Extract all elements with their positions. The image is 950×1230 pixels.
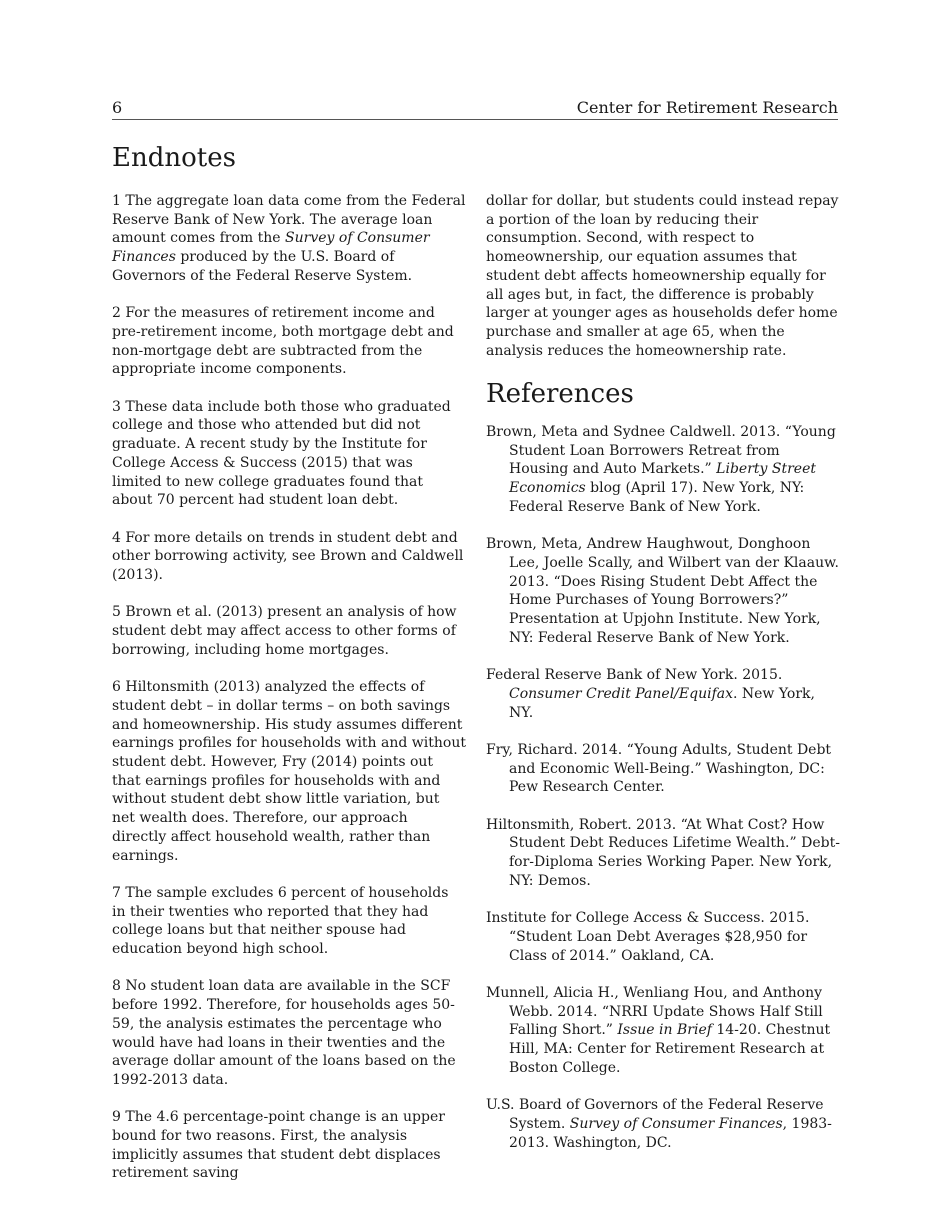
reference-item — [486, 816, 840, 891]
page-number: 6 — [112, 98, 123, 117]
endnote-9-continuation-text: dollar for dollar, but students could instead repay a portion of the loan by reducing their consumption. Second, with respect to homeownership, our equation assumes that student debt affects homeownership equally for all ages but, in fact, the difference is probably larger at younger ages as households defer home purchase and smaller at age 65, when the analysis reduces the homeownership rate. — [486, 193, 839, 359]
endnote-4-text: 4 For more details on trends in student debt and other borrowing activity, see Brown and Caldwell (2013). — [112, 529, 464, 584]
endnote-8-text: 8 No student loan data are available in the SCF before 1992. Therefore, for households ages 50-59, the analysis estimates the percentage who would have had loans in their twenties and the average dollar amount of the loans based on the 1992-2013 data. — [112, 978, 456, 1088]
reference-1-em: Liberty Street Economics — [509, 461, 816, 497]
reference-3-em: Consumer Credit Panel/Equifax — [509, 685, 733, 702]
endnote-4 — [112, 529, 466, 585]
endnote-7-text: 7 The sample excludes 6 percent of households in their twenties who reported that they had college loans but that neither spouse had education beyond high school. — [112, 884, 449, 958]
reference-item — [486, 741, 840, 797]
reference-7-pre: Munnell, Alicia H., Wenliang Hou, and Anthony Webb. 2014. “NRRI Update Shows Half Still Falling Short.” — [486, 985, 823, 1039]
endnote-9-text: 9 The 4.6 percentage-point change is an upper bound for two reasons. First, the analysis implicitly assumes that student debt displaces retirement saving — [112, 1109, 445, 1182]
reference-item — [486, 423, 840, 517]
endnote-6 — [112, 678, 466, 865]
endnote-2-text: 2 For the measures of retirement income and pre-retirement income, both mortgage debt and non-mortgage debt are subtracted from the appropriate income components. — [112, 305, 454, 378]
reference-8-post: , 1983-2013. Washington, DC. — [509, 1115, 832, 1151]
endnote-5-text: 5 Brown et al. (2013) present an analysis of how student debt may affect access to other forms of borrowing, including home mortgages. — [112, 604, 457, 658]
endnote-3 — [112, 398, 466, 510]
endnotes-left-column — [112, 192, 466, 1202]
endnote-1-text-post: produced by the U.S. Board of Governors of the Federal Reserve System. — [112, 249, 413, 284]
reference-3-post: . New York, NY. — [509, 685, 815, 721]
endnote-6-text: 6 Hiltonsmith (2013) analyzed the effects of student debt – in dollar terms – on both savings and homeownership. His study assumes different earnings profiles for households with and without student debt. However, Fry (2014) points out that earnings profiles for households with and without student debt show little variation, but net wealth does. Therefore, our approach directly affect household wealth, rather than earnings. — [112, 679, 466, 864]
reference-8-em: Survey of Consumer Finances — [569, 1115, 783, 1132]
reference-4-pre: Fry, Richard. 2014. “Young Adults, Student Debt and Economic Well-Being.” Washington, DC: Pew Research Center. — [486, 741, 832, 796]
endnotes-heading: Endnotes — [112, 143, 236, 173]
endnote-2 — [112, 304, 466, 379]
page-header — [112, 95, 838, 120]
endnote-9 — [112, 1108, 466, 1183]
reference-8-pre: U.S. Board of Governors of the Federal Reserve System. — [486, 1097, 824, 1132]
reference-5-pre: Hiltonsmith, Robert. 2013. “At What Cost? How Student Debt Reduces Lifetime Wealth.” Debt-for-Diploma Series Working Paper. New York, NY: Demos. — [486, 816, 840, 889]
reference-item — [486, 984, 840, 1078]
endnote-7 — [112, 884, 466, 959]
reference-item — [486, 1096, 840, 1152]
endnote-9-continuation — [486, 192, 840, 360]
endnote-1 — [112, 192, 466, 286]
reference-2-pre: Brown, Meta, Andrew Haughwout, Donghoon Lee, Joelle Scally, and Wilbert van der Klaauw. 2013. “Does Rising Student Debt Affect the Home Purchases of Young Borrowers?” Presentation at Upjohn Institute. New York, NY: Federal Reserve Bank of New York. — [486, 536, 839, 646]
reference-1-pre: Brown, Meta and Sydnee Caldwell. 2013. “Young Student Loan Borrowers Retreat from Housing and Auto Markets.” — [486, 424, 836, 478]
references-heading: References — [486, 379, 634, 410]
endnote-3-text: 3 These data include both those who graduated college and those who attended but did not graduate. A recent study by the Institute for College Access & Success (2015) that was limited to new college graduates found that about 70 percent had student loan debt. — [112, 398, 451, 509]
reference-6-pre: Institute for College Access & Success. 2015. “Student Loan Debt Averages $28,950 for Class of 2014.” Oakland, CA. — [486, 910, 810, 964]
header-org-name: Center for Retirement Research — [576, 98, 838, 117]
page — [112, 95, 840, 1182]
right-column — [486, 192, 840, 1171]
reference-7-em: Issue in Brief — [617, 1022, 712, 1039]
endnote-5 — [112, 603, 466, 659]
endnote-1-text-em: Survey of Consumer Finances — [112, 230, 430, 266]
reference-7-post: 14-20. Chestnut Hill, MA: Center for Retirement Research at Boston College. — [509, 1022, 831, 1076]
endnote-1-text-pre: 1 The aggregate loan data come from the Federal Reserve Bank of New York. The average loan amount comes from the — [112, 193, 466, 247]
reference-3-pre: Federal Reserve Bank of New York. 2015. — [486, 667, 783, 684]
reference-item — [486, 909, 840, 965]
endnote-8 — [112, 977, 466, 1089]
reference-item — [486, 535, 840, 647]
reference-item — [486, 666, 840, 722]
reference-1-post: blog (April 17). New York, NY: Federal Reserve Bank of New York. — [509, 480, 805, 515]
